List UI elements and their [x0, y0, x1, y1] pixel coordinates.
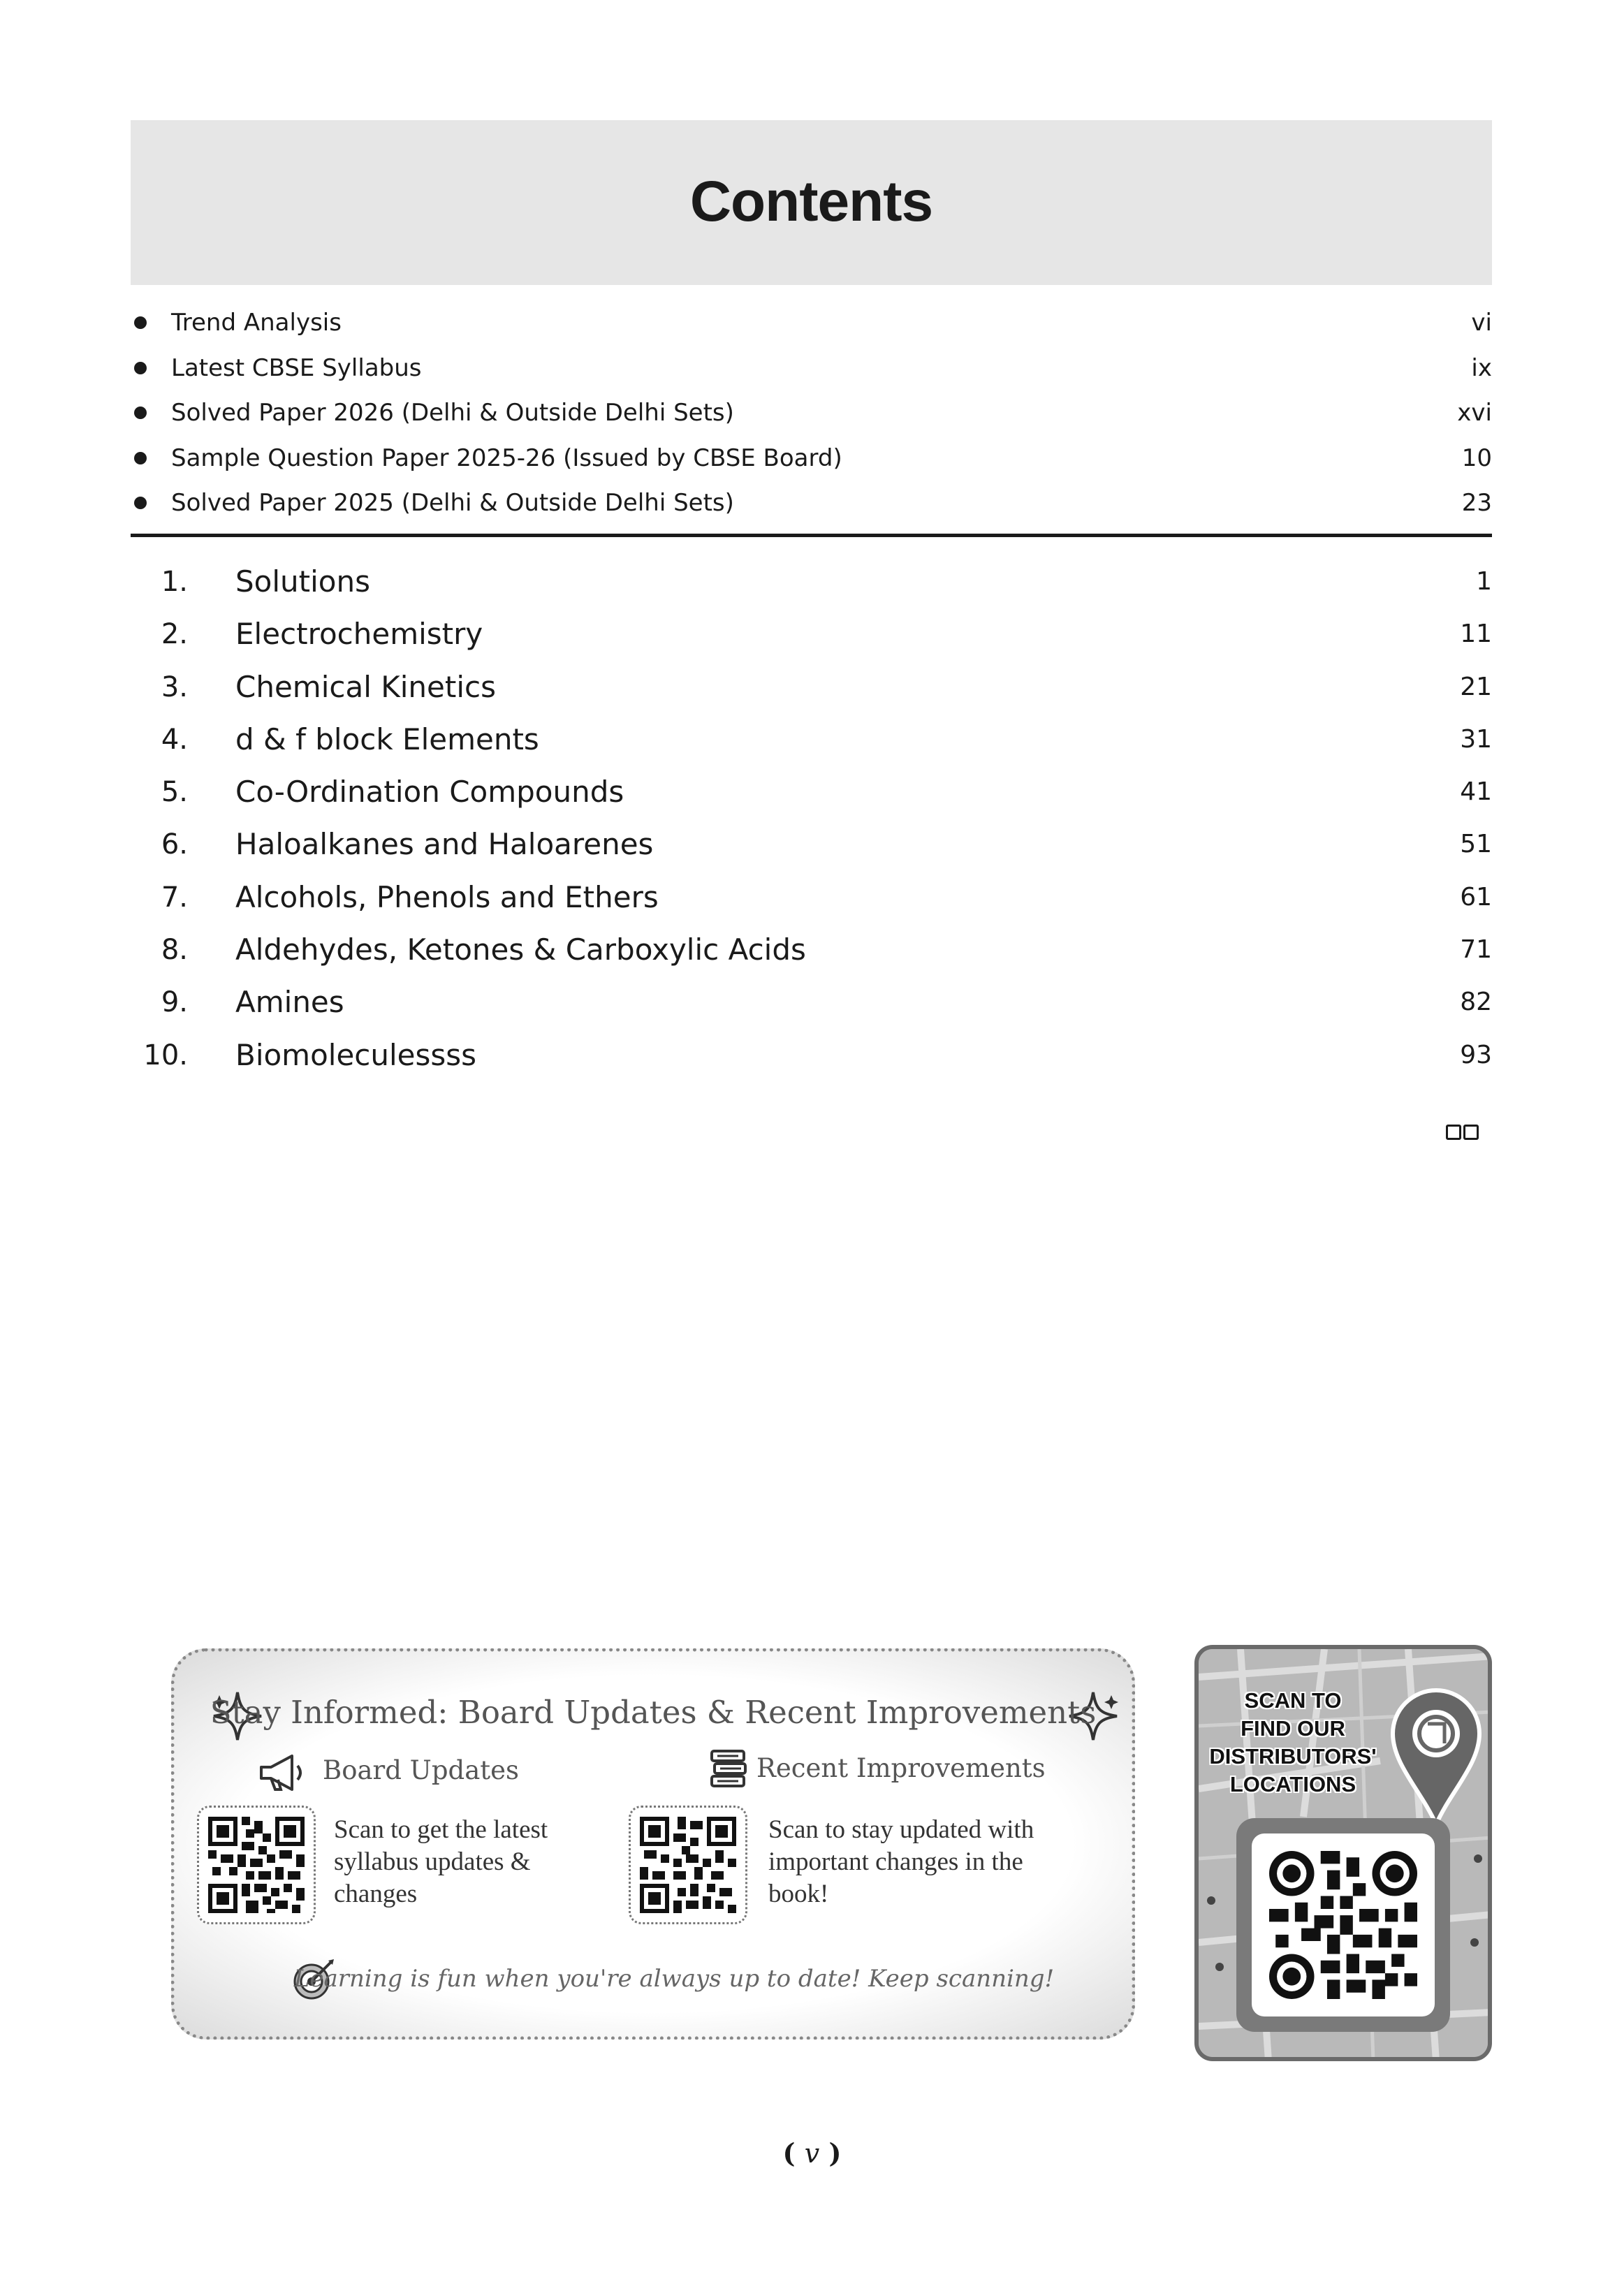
desc-line: important changes in the [768, 1847, 1023, 1876]
qr-code-icon [1269, 1851, 1417, 1999]
desc-line: syllabus updates & [334, 1847, 531, 1876]
chapter-title: d & f block Elements [235, 722, 539, 756]
map-pin-icon [1387, 1688, 1485, 1827]
stay-informed-box [171, 1648, 1135, 2040]
prelim-title: Sample Question Paper 2025-26 (Issued by CBSE Board) [171, 444, 842, 472]
prelim-list [131, 300, 1492, 526]
chapter-page: 1 [1476, 567, 1492, 596]
chapter-page: 11 [1460, 620, 1492, 649]
chapter-item[interactable] [131, 978, 1492, 1030]
prelim-title: Trend Analysis [171, 309, 342, 337]
chapter-item[interactable] [131, 768, 1492, 820]
dist-line: SCAN TO [1244, 1688, 1342, 1713]
page-number: ( v ) [782, 2137, 842, 2169]
prelim-title: Latest CBSE Syllabus [171, 353, 422, 382]
chapter-list [131, 557, 1492, 1083]
distributors-qr[interactable] [1252, 1833, 1435, 2016]
megaphone-icon [257, 1753, 307, 1792]
contents-header-band [131, 120, 1492, 285]
chapter-title: Alcohols, Phenols and Ethers [235, 879, 659, 914]
chapter-title: Biomoleculessss [235, 1037, 477, 1072]
chapter-item[interactable] [131, 820, 1492, 872]
board-updates-label: Board Updates [323, 1755, 520, 1785]
desc-line: Scan to stay updated with [768, 1815, 1034, 1844]
chapter-item[interactable] [131, 715, 1492, 768]
bullet-icon [134, 452, 147, 464]
chapter-item[interactable] [131, 1031, 1492, 1083]
distributors-qr-frame [1236, 1818, 1450, 2032]
distributors-card[interactable] [1194, 1645, 1492, 2061]
chapter-item[interactable] [131, 873, 1492, 925]
chapter-title: Electrochemistry [235, 617, 483, 652]
chapter-title: Aldehydes, Ketones & Carboxylic Acids [235, 932, 806, 967]
chapter-page: 51 [1460, 830, 1492, 859]
chapter-item[interactable] [131, 557, 1492, 610]
prelim-page: 10 [1461, 444, 1492, 472]
end-of-section-icon [1446, 1125, 1479, 1140]
bullet-icon [134, 497, 147, 509]
chapter-number: 5. [161, 776, 188, 809]
dist-line: DISTRIBUTORS' [1209, 1744, 1377, 1769]
desc-line: book! [768, 1880, 829, 1908]
board-updates-desc [334, 1814, 627, 1910]
dist-line: FIND OUR [1241, 1716, 1345, 1741]
end-box-icon [1463, 1125, 1479, 1140]
chapter-page: 93 [1460, 1040, 1492, 1069]
recent-improvements-label: Recent Improvements [756, 1753, 1046, 1783]
chapter-title: Amines [235, 985, 344, 1020]
prelim-page: xvi [1457, 399, 1492, 427]
chapter-number: 8. [161, 934, 188, 967]
prelim-title: Solved Paper 2026 (Delhi & Outside Delhi Sets) [171, 399, 734, 427]
prelim-item[interactable] [131, 300, 1492, 346]
prelim-page: ix [1471, 353, 1492, 382]
distributors-text [1206, 1687, 1380, 1799]
chapter-number: 1. [161, 566, 188, 598]
chapter-page: 31 [1460, 724, 1492, 754]
chapter-page: 41 [1460, 777, 1492, 807]
chapter-number: 9. [161, 986, 188, 1019]
chapter-title: Chemical Kinetics [235, 669, 496, 704]
chapter-number: 3. [161, 671, 188, 703]
prelim-item[interactable] [131, 436, 1492, 481]
chapter-page: 71 [1460, 935, 1492, 965]
desc-line: changes [334, 1880, 418, 1908]
section-divider [131, 534, 1492, 537]
tagline: Learning is fun when you're always up to date! Keep scanning! [293, 1965, 1055, 1993]
board-updates-qr[interactable] [197, 1806, 316, 1924]
qr-code-icon [208, 1817, 305, 1913]
bullet-icon [134, 316, 147, 329]
end-box-icon [1446, 1125, 1461, 1140]
chapter-number: 7. [161, 881, 188, 914]
chapter-page: 61 [1460, 882, 1492, 912]
prelim-item[interactable] [131, 346, 1492, 391]
prelim-item[interactable] [131, 390, 1492, 436]
recent-improvements-desc [768, 1814, 1062, 1910]
chapter-title: Co-Ordination Compounds [235, 775, 624, 810]
info-heading: Stay Informed: Board Updates & Recent Improvements [210, 1694, 1097, 1731]
dist-line: LOCATIONS [1229, 1772, 1356, 1796]
page-title: Contents [689, 170, 933, 233]
bullet-icon [134, 362, 147, 374]
chapter-title: Solutions [235, 564, 370, 599]
chapter-number: 2. [161, 618, 188, 651]
chapter-item[interactable] [131, 663, 1492, 715]
recent-improvements-qr[interactable] [629, 1806, 747, 1924]
chapter-item[interactable] [131, 925, 1492, 978]
prelim-item[interactable] [131, 481, 1492, 526]
prelim-page: vi [1471, 309, 1492, 337]
bullet-icon [134, 407, 147, 419]
stacked-books-icon [709, 1748, 748, 1790]
chapter-title: Haloalkanes and Haloarenes [235, 827, 654, 862]
desc-line: Scan to get the latest [334, 1815, 548, 1844]
chapter-page: 82 [1460, 988, 1492, 1017]
prelim-title: Solved Paper 2025 (Delhi & Outside Delhi Sets) [171, 489, 734, 517]
qr-code-icon [640, 1817, 736, 1913]
chapter-item[interactable] [131, 610, 1492, 662]
chapter-number: 10. [143, 1039, 188, 1071]
prelim-page: 23 [1461, 489, 1492, 517]
chapter-number: 4. [161, 723, 188, 756]
folio-value: v [804, 2138, 820, 2169]
chapter-page: 21 [1460, 672, 1492, 701]
chapter-number: 6. [161, 828, 188, 861]
